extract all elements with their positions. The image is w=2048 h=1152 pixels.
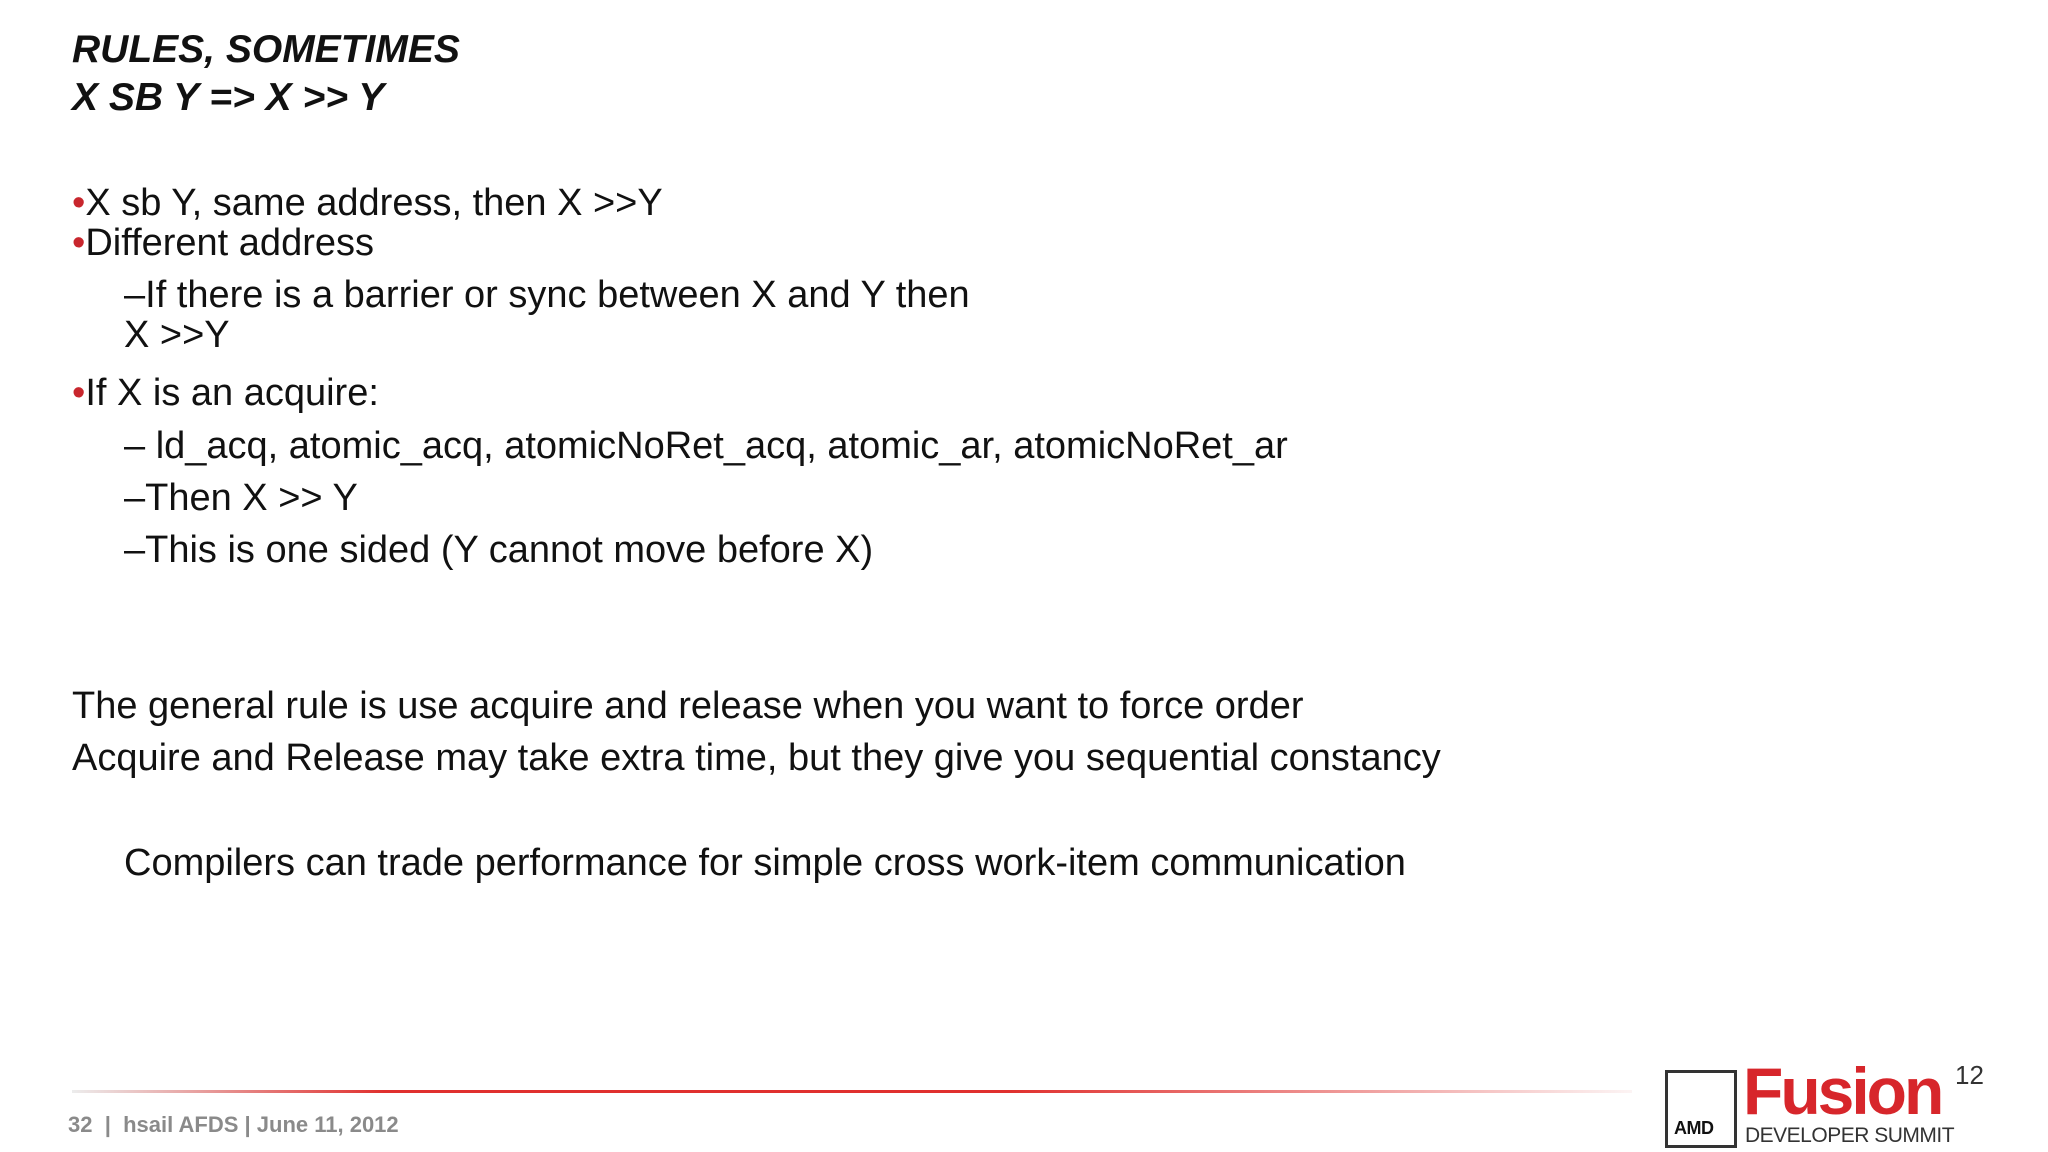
amd-fusion-logo [1665,1054,2015,1152]
compilers-text: Compilers can trade performance for simple cross work-item communication [124,842,1406,884]
footer-text: 32 | hsail AFDS | June 11, 2012 [68,1112,399,1137]
bullet-dot: • [72,372,86,414]
developer-summit-text: DEVELOPER SUMMIT [1745,1124,1955,1147]
bullet-text: X sb Y, same address, then X >>Y [85,182,663,224]
title-line-1: RULES, SOMETIMES [72,28,460,71]
bullet-text: Different address [85,222,374,264]
sub-item-acquire-ops: – ld_acq, atomic_acq, atomicNoRet_acq, atomic_ar, atomicNoRet_ar [124,425,1288,467]
sub-item-barrier-cont: X >>Y [124,314,230,356]
slide-title [72,26,460,122]
sub-item-then: –Then X >> Y [124,477,358,519]
general-rule-text: The general rule is use acquire and release when you want to force order [72,685,1304,727]
sub-item-barrier: –If there is a barrier or sync between X and Y then [124,274,970,316]
bullet-dot: • [72,222,86,264]
bullet-dot: • [72,182,86,224]
bullet-item-acquire [72,370,379,416]
bullet-item-different-address [72,220,374,266]
amd-logo-box [1665,1070,1737,1148]
bullet-text: If X is an acquire: [85,372,379,414]
amd-logo-text: AMD [1674,1118,1714,1138]
sub-item-one-sided: –This is one sided (Y cannot move before X) [124,529,874,571]
fusion-logo-superscript: 12 [1955,1060,1984,1090]
acquire-release-text: Acquire and Release may take extra time, but they give you sequential constancy [72,737,1441,779]
footer-divider [72,1090,1632,1093]
fusion-logo-text: Fusion [1743,1054,1942,1128]
title-line-2: X SB Y => X >> Y [72,76,385,119]
